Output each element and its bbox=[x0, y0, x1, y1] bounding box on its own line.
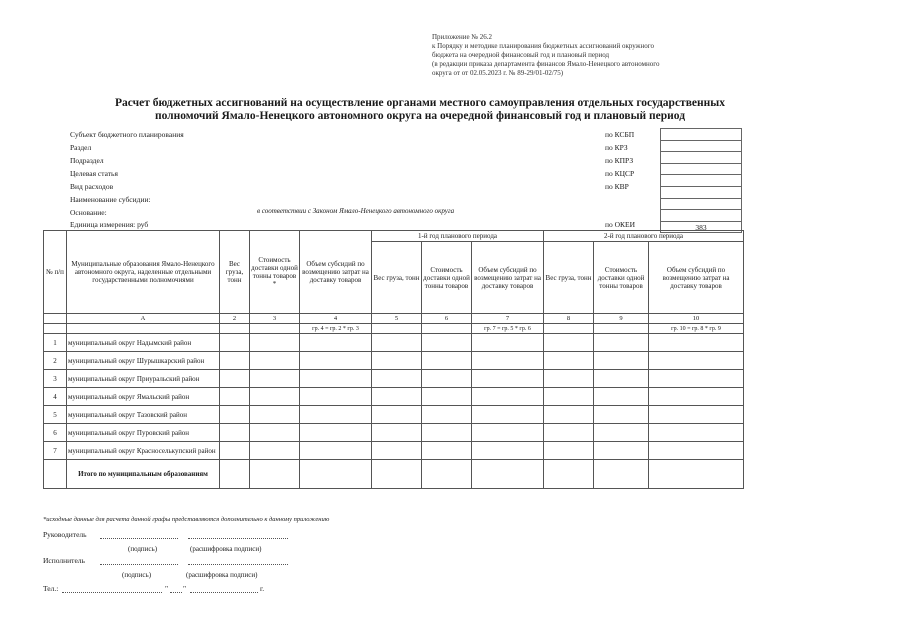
total-cell[interactable] bbox=[422, 460, 472, 489]
table-row bbox=[44, 424, 744, 442]
column-number: 3 bbox=[250, 314, 300, 324]
row-value-cell[interactable] bbox=[372, 442, 422, 460]
row-value-cell[interactable] bbox=[544, 442, 594, 460]
row-value-cell[interactable] bbox=[250, 370, 300, 388]
code-empty-cell[interactable] bbox=[661, 210, 742, 222]
row-value-cell[interactable] bbox=[422, 370, 472, 388]
row-municipality: муниципальный округ Приуральский район bbox=[67, 370, 220, 388]
row-value-cell[interactable] bbox=[594, 370, 649, 388]
column-number: 9 bbox=[594, 314, 649, 324]
total-cell[interactable] bbox=[472, 460, 544, 489]
row-value-cell[interactable] bbox=[300, 406, 372, 424]
row-value-cell[interactable] bbox=[372, 388, 422, 406]
row-value-cell[interactable] bbox=[649, 352, 744, 370]
table-row bbox=[44, 334, 744, 352]
row-value-cell[interactable] bbox=[649, 388, 744, 406]
row-value-cell[interactable] bbox=[594, 334, 649, 352]
header-year2: 2-й год планового периода bbox=[544, 231, 744, 242]
row-value-cell[interactable] bbox=[472, 388, 544, 406]
code-empty-cell[interactable] bbox=[661, 186, 742, 198]
performer-sign-hint: (подпись) bbox=[122, 571, 152, 579]
date-year-suffix: г. bbox=[260, 584, 265, 593]
header-volume: Объем субсидий по возмещению затрат на доставку товаров bbox=[300, 231, 372, 314]
row-number: 5 bbox=[44, 406, 67, 424]
row-value-cell[interactable] bbox=[250, 388, 300, 406]
meta-basis-value: в соответствии с Законом Ямало-Ненецкого автономного округа bbox=[257, 207, 455, 215]
row-municipality: муниципальный округ Шурышкарский район bbox=[67, 352, 220, 370]
performer-decode-hint: (расшифровка подписи) bbox=[186, 571, 258, 579]
total-cell[interactable] bbox=[220, 460, 250, 489]
row-value-cell[interactable] bbox=[649, 406, 744, 424]
formula-col10: гр. 10 = гр. 8 * гр. 9 bbox=[649, 324, 744, 334]
row-value-cell[interactable] bbox=[422, 352, 472, 370]
code-kvr-cell[interactable] bbox=[661, 175, 742, 187]
row-value-cell[interactable] bbox=[422, 388, 472, 406]
row-municipality: муниципальный округ Ямальский район bbox=[67, 388, 220, 406]
row-value-cell[interactable] bbox=[220, 406, 250, 424]
title-line: полномочий Ямало-Ненецкого автономного округа на очередной финансовый год и плановый период bbox=[154, 110, 686, 122]
header-cost-year1: Стоимость доставки одной тонны товаров bbox=[422, 242, 472, 314]
row-value-cell[interactable] bbox=[300, 388, 372, 406]
appendix-line: (в редакции приказа департамента финансов Ямало-Ненецкого автономного bbox=[432, 60, 660, 68]
performer-decode-line[interactable] bbox=[188, 564, 288, 565]
formula-col7: гр. 7 = гр. 5 * гр. 6 bbox=[472, 324, 544, 334]
meta-target: Целевая статья bbox=[70, 169, 118, 178]
row-value-cell[interactable] bbox=[422, 424, 472, 442]
header-mo: Муниципальные образования Ямало-Ненецкого автономного округа, наделенные отдельными государственными полномочиями bbox=[67, 231, 220, 314]
date-quote-close: " bbox=[183, 584, 187, 593]
row-value-cell[interactable] bbox=[544, 352, 594, 370]
total-row bbox=[44, 460, 744, 489]
head-sign-hint: (подпись) bbox=[128, 545, 158, 553]
row-value-cell[interactable] bbox=[472, 370, 544, 388]
row-number: 6 bbox=[44, 424, 67, 442]
row-value-cell[interactable] bbox=[422, 334, 472, 352]
code-okei-label: по ОКЕИ bbox=[605, 220, 636, 229]
appendix-line: к Порядку и методике планирования бюджетных ассигнований окружного bbox=[432, 42, 654, 50]
meta-unit: Единица измерения: руб bbox=[70, 220, 149, 229]
total-cell[interactable] bbox=[300, 460, 372, 489]
row-value-cell[interactable] bbox=[250, 352, 300, 370]
row-value-cell[interactable] bbox=[250, 334, 300, 352]
head-decode-hint: (расшифровка подписи) bbox=[190, 545, 262, 553]
row-number: 4 bbox=[44, 388, 67, 406]
row-municipality: муниципальный округ Пуровский район bbox=[67, 424, 220, 442]
row-value-cell[interactable] bbox=[300, 442, 372, 460]
column-number: А bbox=[67, 314, 220, 324]
row-value-cell[interactable] bbox=[472, 424, 544, 442]
row-value-cell[interactable] bbox=[544, 424, 594, 442]
row-number: 2 bbox=[44, 352, 67, 370]
table-row bbox=[44, 370, 744, 388]
column-number: 10 bbox=[649, 314, 744, 324]
header-year1: 1-й год планового периода bbox=[372, 231, 544, 242]
subsidy-table bbox=[43, 230, 744, 489]
row-value-cell[interactable] bbox=[372, 370, 422, 388]
row-value-cell[interactable] bbox=[649, 442, 744, 460]
row-value-cell[interactable] bbox=[594, 352, 649, 370]
column-number: 7 bbox=[472, 314, 544, 324]
column-number: 8 bbox=[544, 314, 594, 324]
table-row bbox=[44, 388, 744, 406]
header-weight-year1: Вес груза, тонн bbox=[372, 242, 422, 314]
row-value-cell[interactable] bbox=[372, 334, 422, 352]
row-municipality: муниципальный округ Тазовский район bbox=[67, 406, 220, 424]
code-box bbox=[660, 128, 742, 233]
total-cell[interactable] bbox=[594, 460, 649, 489]
header-num: № п/п bbox=[44, 231, 67, 314]
column-number-row bbox=[44, 314, 744, 324]
row-value-cell[interactable] bbox=[472, 334, 544, 352]
meta-subsection: Подраздел bbox=[70, 156, 104, 165]
row-value-cell[interactable] bbox=[594, 406, 649, 424]
row-value-cell[interactable] bbox=[250, 442, 300, 460]
page-title bbox=[40, 97, 800, 123]
meta-subject: Субъект бюджетного планирования bbox=[70, 130, 184, 139]
row-number: 1 bbox=[44, 334, 67, 352]
row-value-cell[interactable] bbox=[472, 406, 544, 424]
row-value-cell[interactable] bbox=[220, 334, 250, 352]
code-okei-cell: 383 bbox=[661, 221, 742, 233]
code-kprz-cell[interactable] bbox=[661, 152, 742, 164]
column-number: 4 bbox=[300, 314, 372, 324]
header-weight-year2: Вес груза, тонн bbox=[544, 242, 594, 314]
column-number: 6 bbox=[422, 314, 472, 324]
header-cost: Стоимость доставки одной тонны товаров * bbox=[250, 231, 300, 314]
total-cell[interactable] bbox=[649, 460, 744, 489]
column-number: 5 bbox=[372, 314, 422, 324]
footnote: *исходные данные для расчета данной графы представляются дополнительно к данному приложению bbox=[43, 516, 330, 523]
total-label: Итого по муниципальным образованиям bbox=[67, 460, 220, 489]
header-volume-year1: Объем субсидий по возмещению затрат на доставку товаров bbox=[472, 242, 544, 314]
code-krz-cell[interactable] bbox=[661, 140, 742, 152]
header-weight: Вес груза, тонн bbox=[220, 231, 250, 314]
meta-subsidy-name: Наименование субсидии: bbox=[70, 195, 151, 204]
code-krz-label: по КРЗ bbox=[605, 143, 628, 152]
header-cost-year2: Стоимость доставки одной тонны товаров bbox=[594, 242, 649, 314]
head-decode-line[interactable] bbox=[188, 538, 288, 539]
code-ksbp-cell[interactable] bbox=[661, 129, 742, 141]
header-volume-year2: Объем субсидий по возмещению затрат на доставку товаров bbox=[649, 242, 744, 314]
row-value-cell[interactable] bbox=[472, 352, 544, 370]
row-value-cell[interactable] bbox=[544, 334, 594, 352]
date-month-line[interactable] bbox=[190, 592, 258, 593]
code-kcsr-cell[interactable] bbox=[661, 163, 742, 175]
row-value-cell[interactable] bbox=[372, 424, 422, 442]
code-kprz-label: по КПРЗ bbox=[605, 156, 634, 165]
total-cell[interactable] bbox=[372, 460, 422, 489]
meta-section: Раздел bbox=[70, 143, 92, 152]
code-kcsr-label: по КЦСР bbox=[605, 169, 635, 178]
row-value-cell[interactable] bbox=[422, 442, 472, 460]
formula-col4: гр. 4 = гр. 2 * гр. 3 bbox=[300, 324, 372, 334]
row-value-cell[interactable] bbox=[250, 424, 300, 442]
head-label: Руководитель bbox=[43, 530, 87, 539]
row-value-cell[interactable] bbox=[220, 424, 250, 442]
row-value-cell[interactable] bbox=[649, 424, 744, 442]
row-value-cell[interactable] bbox=[594, 388, 649, 406]
formula-row bbox=[44, 324, 744, 334]
row-value-cell[interactable] bbox=[300, 352, 372, 370]
row-value-cell[interactable] bbox=[372, 352, 422, 370]
date-day-line[interactable] bbox=[170, 592, 182, 593]
row-value-cell[interactable] bbox=[649, 334, 744, 352]
phone-line[interactable] bbox=[62, 592, 162, 593]
row-value-cell[interactable] bbox=[472, 442, 544, 460]
performer-label: Исполнитель bbox=[43, 556, 85, 565]
phone-label: Тел.: bbox=[43, 584, 59, 593]
title-line: Расчет бюджетных ассигнований на осуществление органами местного самоуправления отдельных государственных bbox=[114, 97, 726, 109]
code-empty-cell[interactable] bbox=[661, 198, 742, 210]
row-value-cell[interactable] bbox=[544, 406, 594, 424]
appendix-header bbox=[432, 33, 752, 78]
row-value-cell[interactable] bbox=[544, 370, 594, 388]
row-value-cell[interactable] bbox=[422, 406, 472, 424]
row-value-cell[interactable] bbox=[220, 442, 250, 460]
row-value-cell[interactable] bbox=[300, 334, 372, 352]
row-value-cell[interactable] bbox=[594, 442, 649, 460]
row-value-cell[interactable] bbox=[372, 406, 422, 424]
head-sign-line[interactable] bbox=[100, 538, 178, 539]
meta-expense-type: Вид расходов bbox=[70, 182, 114, 191]
row-value-cell[interactable] bbox=[300, 424, 372, 442]
date-quote-open: " bbox=[165, 584, 169, 593]
table-row bbox=[44, 406, 744, 424]
appendix-line: округа от от 02.05.2023 г. № 89-29/01-02/75) bbox=[432, 69, 564, 77]
table-row bbox=[44, 442, 744, 460]
row-value-cell[interactable] bbox=[250, 406, 300, 424]
performer-sign-line[interactable] bbox=[100, 564, 178, 565]
row-value-cell[interactable] bbox=[649, 370, 744, 388]
row-number: 7 bbox=[44, 442, 67, 460]
row-value-cell[interactable] bbox=[544, 388, 594, 406]
row-number: 3 bbox=[44, 370, 67, 388]
total-cell[interactable] bbox=[544, 460, 594, 489]
row-municipality: муниципальный округ Надымский район bbox=[67, 334, 220, 352]
column-number: 2 bbox=[220, 314, 250, 324]
code-ksbp-label: по КСБП bbox=[605, 130, 635, 139]
row-value-cell[interactable] bbox=[594, 424, 649, 442]
row-value-cell[interactable] bbox=[220, 352, 250, 370]
appendix-line: Приложение № 26.2 bbox=[432, 33, 492, 41]
meta-basis: Основание: bbox=[70, 208, 107, 217]
column-number bbox=[44, 314, 67, 324]
row-value-cell[interactable] bbox=[300, 370, 372, 388]
appendix-line: бюджета на очередной финансовый год и плановый период bbox=[432, 51, 610, 59]
total-cell[interactable] bbox=[250, 460, 300, 489]
row-value-cell[interactable] bbox=[220, 388, 250, 406]
row-value-cell[interactable] bbox=[220, 370, 250, 388]
row-municipality: муниципальный округ Красноселькупский район bbox=[67, 442, 220, 460]
code-kvr-label: по КВР bbox=[605, 182, 629, 191]
table-row bbox=[44, 352, 744, 370]
